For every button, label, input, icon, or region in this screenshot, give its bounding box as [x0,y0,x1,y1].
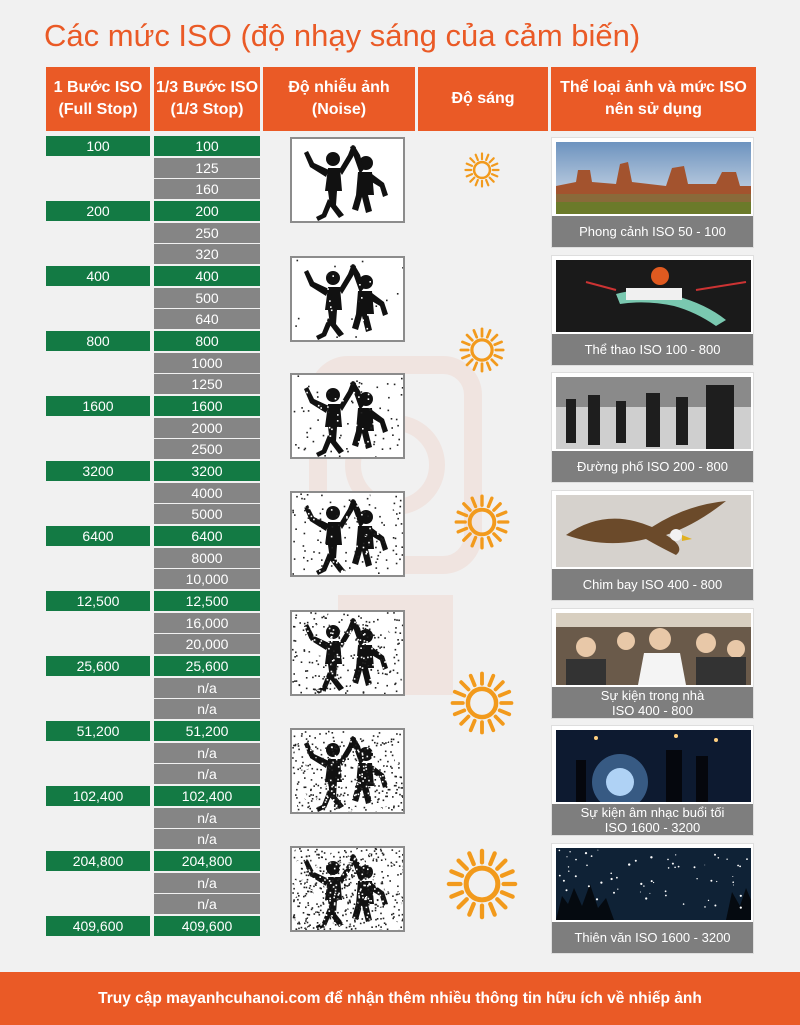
third-stop-cell: 100 [154,136,260,156]
third-stop-cell: 1000 [154,353,260,373]
noise-sample [290,256,405,342]
full-stop-cell: 100 [46,136,150,156]
noise-sample [290,610,405,696]
landscape-photo [556,142,751,214]
header-genre-label: Thể loại ảnh và mức ISO nên sử dụng [560,79,747,118]
full-stop-cell: 409,600 [46,916,150,936]
noise-sample [290,137,405,223]
third-stop-cell: n/a [154,764,260,784]
full-stop-cell: 12,500 [46,591,150,611]
third-stop-cell: 20,000 [154,634,260,654]
third-stop-cell: 800 [154,331,260,351]
third-stop-cell: 102,400 [154,786,260,806]
high-five-figures-icon [292,258,403,340]
genre-caption: Phong cảnh ISO 50 - 100 [552,216,753,247]
header-noise-label: Độ nhiễu ảnh (Noise) [288,79,390,118]
high-five-figures-icon [292,493,403,575]
full-stop-cell: 25,600 [46,656,150,676]
high-five-figures-icon [292,848,403,930]
header-noise [263,67,415,131]
genre-card [551,725,754,836]
third-stop-cell: 3200 [154,461,260,481]
genre-caption: Chim bay ISO 400 - 800 [552,569,753,600]
header-third-stop [154,67,260,131]
genre-caption: Đường phố ISO 200 - 800 [552,451,753,482]
sun-icon [459,327,505,373]
third-stop-cell: 2500 [154,439,260,459]
genre-caption: Thể thao ISO 100 - 800 [552,334,753,365]
genre-caption: Sự kiện âm nhạc buổi tối ISO 1600 - 3200 [552,804,753,835]
third-stop-cell: 1600 [154,396,260,416]
third-stop-cell: n/a [154,699,260,719]
third-stop-cell: 4000 [154,483,260,503]
third-stop-cell: 204,800 [154,851,260,871]
noise-sample [290,373,405,459]
full-stop-cell: 6400 [46,526,150,546]
full-stop-cell: 204,800 [46,851,150,871]
sun-icon [454,494,510,550]
third-stop-cell: 16,000 [154,613,260,633]
third-stop-cell: 400 [154,266,260,286]
third-stop-cell: 409,600 [154,916,260,936]
genre-card [551,490,754,601]
indoor-event-photo [556,613,751,685]
third-stop-cell: n/a [154,829,260,849]
header-brightness [418,67,548,131]
full-stop-cell: 3200 [46,461,150,481]
page-title: Các mức ISO (độ nhạy sáng của cảm biến) [44,18,641,53]
full-stop-cell: 102,400 [46,786,150,806]
full-stop-cell: 200 [46,201,150,221]
third-stop-cell: 12,500 [154,591,260,611]
genre-card [551,608,754,719]
third-stop-cell: n/a [154,808,260,828]
third-stop-cell: 1250 [154,374,260,394]
header-genre [551,67,756,131]
footer-banner[interactable] [0,972,800,1025]
full-stop-cell: 800 [46,331,150,351]
astronomy-photo [556,848,751,920]
genre-card [551,843,754,954]
third-stop-cell: n/a [154,678,260,698]
third-stop-cell: 640 [154,309,260,329]
genre-caption: Thiên văn ISO 1600 - 3200 [552,922,753,953]
header-third-stop-label: 1/3 Bước ISO (1/3 Stop) [155,79,259,118]
third-stop-cell: 160 [154,179,260,199]
third-stop-cell: 5000 [154,504,260,524]
sun-icon [446,848,518,920]
third-stop-cell: 10,000 [154,569,260,589]
high-five-figures-icon [292,612,403,694]
genre-card [551,137,754,248]
full-stop-cell: 1600 [46,396,150,416]
sun-icon [464,152,500,188]
third-stop-cell: n/a [154,743,260,763]
noise-sample [290,728,405,814]
concert-photo [556,730,751,802]
third-stop-cell: 500 [154,288,260,308]
genre-card [551,255,754,366]
third-stop-cell: 2000 [154,418,260,438]
sun-icon [450,671,514,735]
third-stop-cell: n/a [154,873,260,893]
high-five-figures-icon [292,139,403,221]
third-stop-cell: 320 [154,244,260,264]
street-photo [556,377,751,449]
header-brightness-label: Độ sáng [451,90,515,107]
third-stop-cell: 200 [154,201,260,221]
noise-sample [290,846,405,932]
third-stop-cell: 125 [154,158,260,178]
high-five-figures-icon [292,730,403,812]
third-stop-cell: 25,600 [154,656,260,676]
genre-caption: Sự kiện trong nhà ISO 400 - 800 [552,687,753,718]
sports-photo [556,260,751,332]
bird-photo [556,495,751,567]
third-stop-cell: n/a [154,894,260,914]
full-stop-cell: 400 [46,266,150,286]
third-stop-cell: 51,200 [154,721,260,741]
header-full-stop-label: 1 Bước ISO (Full Stop) [53,79,143,118]
third-stop-cell: 250 [154,223,260,243]
header-full-stop [46,67,150,131]
high-five-figures-icon [292,375,403,457]
full-stop-cell: 51,200 [46,721,150,741]
third-stop-cell: 6400 [154,526,260,546]
footer-text[interactable]: Truy cập mayanhcuhanoi.com để nhận thêm nhiều thông tin hữu ích về nhiếp ảnh [98,989,702,1007]
third-stop-cell: 8000 [154,548,260,568]
noise-sample [290,491,405,577]
genre-card [551,372,754,483]
